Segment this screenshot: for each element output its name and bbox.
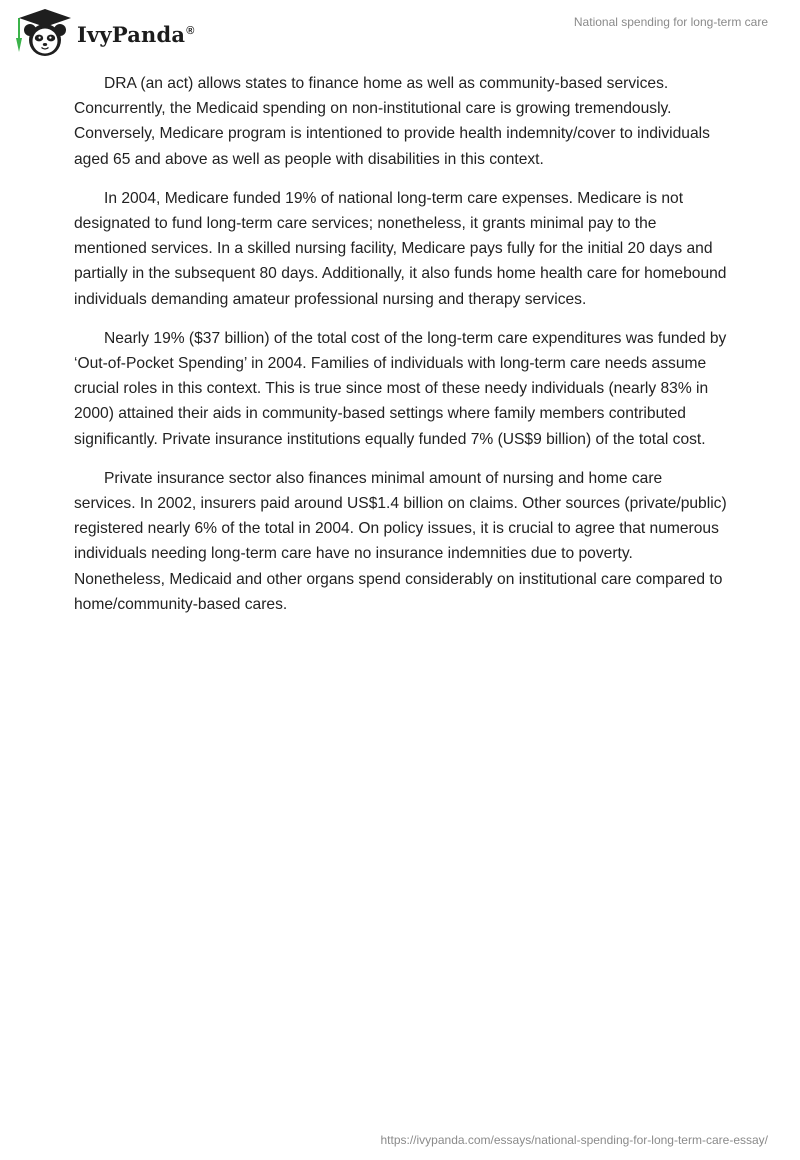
- panda-graduate-icon: [14, 8, 76, 58]
- page-header: [0, 0, 800, 70]
- registered-mark: ®: [186, 24, 195, 37]
- paragraph-1: DRA (an act) allows states to finance home as well as community-based services. Concurrently, the Medicaid spending on non-institutional care is growing tremendously. Conversely, Medicare program is intentioned to provide health indemnity/cover to individuals aged 65 and above as well as people with disabilities in this context.: [74, 75, 710, 168]
- document-title: National spending for long-term care: [573, 15, 768, 29]
- paragraph-4: Private insurance sector also finances minimal amount of nursing and home care services. In 2002, insurers paid around US$1.4 billion on claims. Other sources (private/public) registered nearly 6% of the total in 2004. On policy issues, it is crucial to agree that numerous individuals needing long-term care have no insurance indemnities due to poverty. Nonetheless, Medicaid and other organs spend considerably on institutional care compared to home/community-based cares.: [74, 469, 727, 613]
- brand-name: IvyPanda®: [77, 21, 195, 47]
- brand-logo[interactable]: [14, 8, 195, 58]
- paragraph-2: In 2004, Medicare funded 19% of national long-term care expenses. Medicare is not designated to fund long-term care services; nonetheless, it grants minimal pay to the mentioned services. In a skilled nursing facility, Medicare pays fully for the initial 20 days and partially in the subsequent 80 days. Additionally, it also funds home health care for homebound individuals demanding amateur professional nursing and therapy services.: [74, 189, 727, 308]
- paragraph-3: Nearly 19% ($37 billion) of the total cost of the long-term care expenditures was funded by ‘Out-of-Pocket Spending’ in 2004. Families of individuals with long-term care needs assume crucial roles in this context. This is true since most of these needy individuals (nearly 83% in 2000) attained their aids in community-based settings where family members contributed significantly. Private insurance institutions equally funded 7% (US$9 billion) of the total cost.: [74, 329, 727, 448]
- essay-body: [74, 71, 728, 631]
- source-url-link[interactable]: https://ivypanda.com/essays/national-spending-for-long-term-care-essay/: [380, 1133, 768, 1147]
